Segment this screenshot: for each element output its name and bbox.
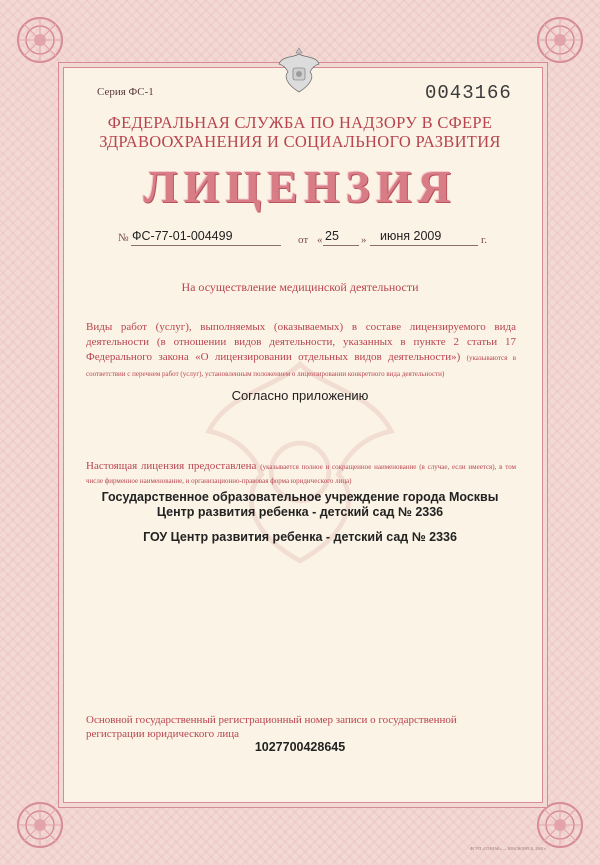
agency-name-line1: ФЕДЕРАЛЬНАЯ СЛУЖБА ПО НАДЗОРУ В СФЕРЕ [107,113,493,132]
works-note: (указываются в соответствии с перечнем работ (услуг), установленным положением о лицензировании конкретного вида деятельности) [86,354,517,378]
works-text: Виды работ (услуг), выполняемых (оказываемых) в составе лицензируемого вида деятельности (в отношении видов деятельности, указанных в пункте 2 статьи 17 Федерального закона «О лицензировании отдельных видов деятельности») [86,321,516,363]
works-value: Согласно приложению [231,388,369,403]
form-number: 0043166 [425,82,512,104]
license-month-year: июня 2009 [380,229,442,243]
quote-open: « [317,234,323,246]
organization-short-name: ГОУ Центр развития ребенка - детский сад № 2336 [143,530,457,544]
organization-name-line2: Центр развития ребенка - детский сад № 2336 [156,505,444,519]
activity-description: На осуществление медицинской деятельности [181,280,419,294]
corner-ornament-icon [12,12,68,68]
license-number-row [118,228,498,248]
corner-ornament-icon [532,12,588,68]
number-sign: № [118,232,129,244]
coat-of-arms-icon [276,44,322,96]
series-label: Серия ФС-1 [97,86,154,98]
license-number: ФС-77-01-004499 [132,229,233,243]
print-note: ФГУП «ГОЗНАК» — КРАСНОЯРСК, 2008 г. [470,846,547,851]
number-underline [131,245,281,246]
day-underline [323,245,359,246]
from-label: от [298,234,309,246]
year-suffix: г. [481,234,488,246]
organization-name-line1: Государственное образовательное учреждение города Москвы [101,490,499,504]
agency-name-line2: ЗДРАВООХРАНЕНИЯ И СОЦИАЛЬНОГО РАЗВИТИЯ [99,132,501,151]
month-underline [370,245,478,246]
quote-close: » [361,234,367,246]
license-day: 25 [325,229,339,243]
granted-note: (указывается полное и сокращенное наименование (в случае, если имеется), в том числе фирменное наименование, и организационно-правовая форма юридического лица) [86,463,517,485]
ogrn-label: Основной государственный регистрационный номер записи о государственной регистрации юридического лица [86,714,457,740]
granted-text: Настоящая лицензия предоставлена [86,460,257,472]
ogrn-value: 1027700428645 [254,740,346,754]
works-section [86,320,516,382]
granted-section [86,460,516,488]
document-title: ЛИЦЕНЗИЯ [143,161,457,212]
